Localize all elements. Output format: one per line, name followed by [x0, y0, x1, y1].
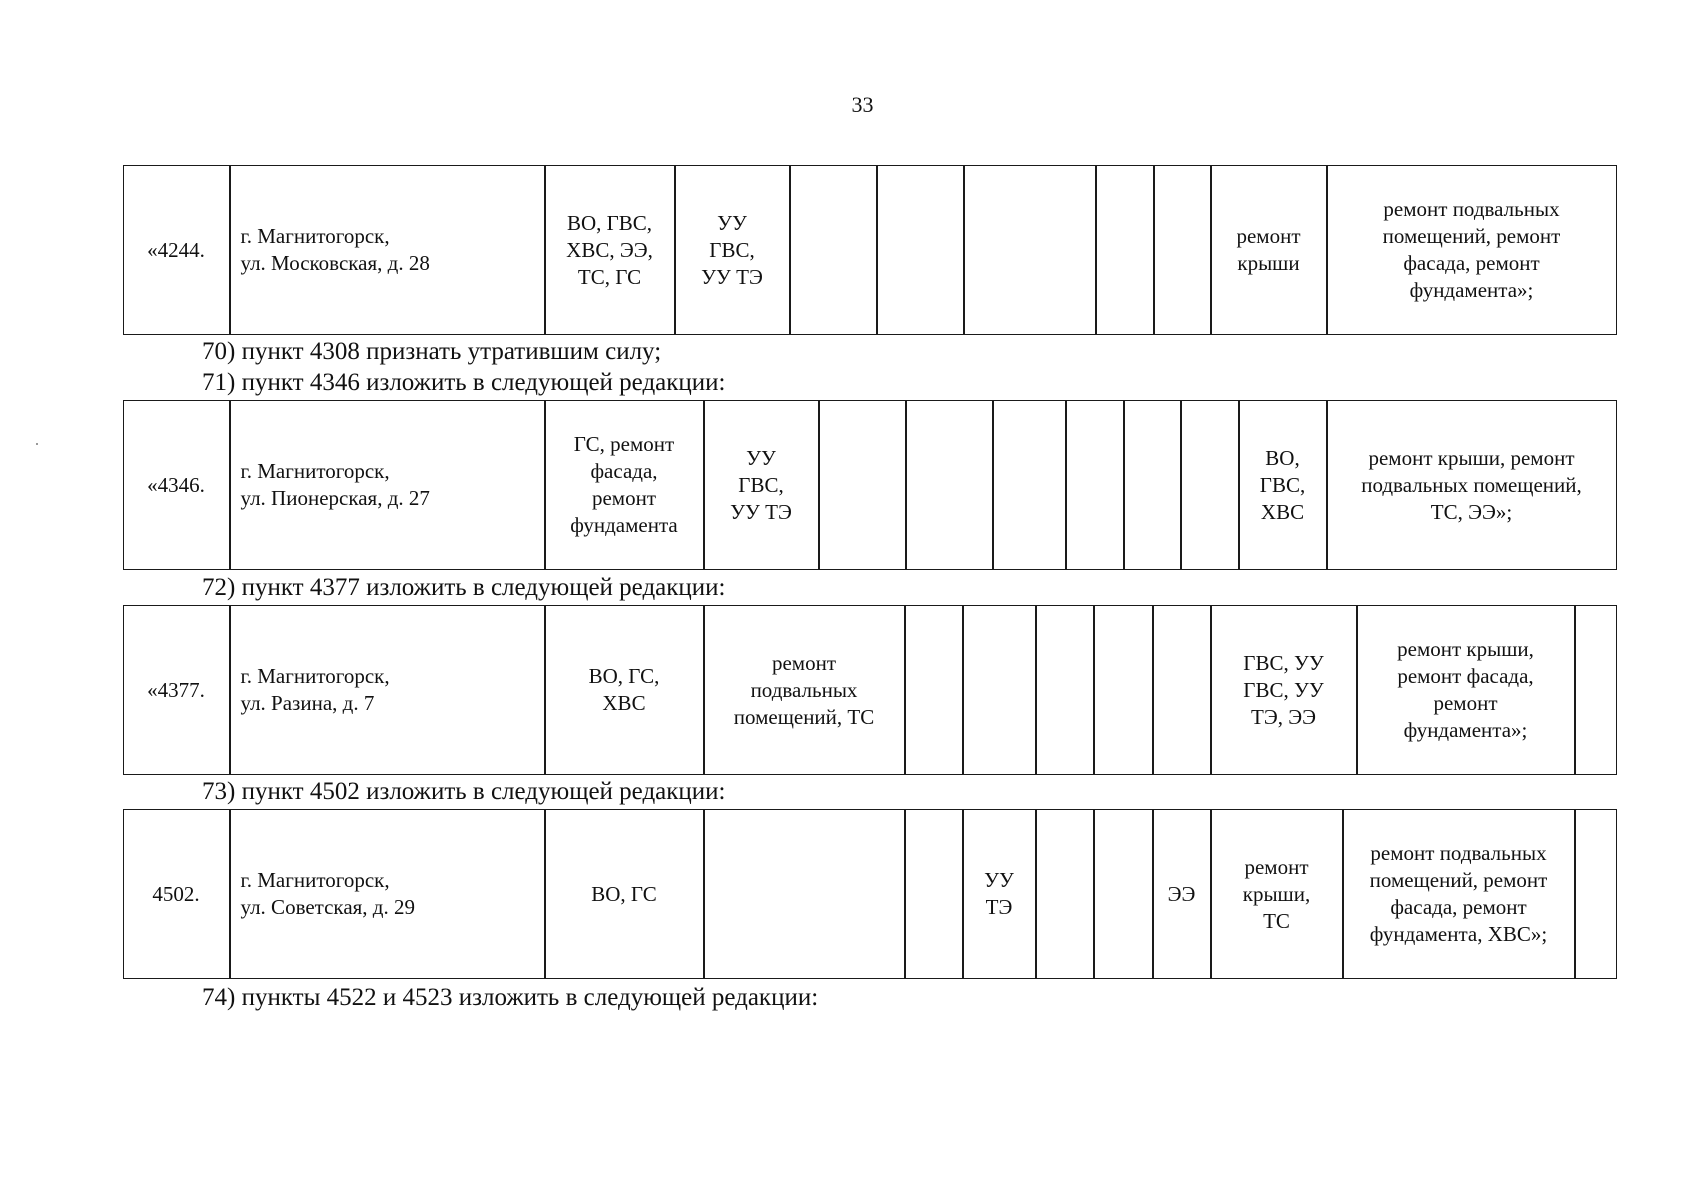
table-cell: «4244. [123, 165, 230, 335]
table-cell [905, 605, 963, 775]
instruction-70: 70) пункт 4308 признать утратившим силу; [202, 338, 662, 365]
table-cell: ремонт подвальных помещений, ремонт фасада, ремонт фундамента»; [1327, 165, 1617, 335]
table-cell: УУ ГВС, УУ ТЭ [704, 400, 819, 570]
table-cell: ремонт крыши, ТС [1211, 809, 1343, 979]
table-cell [1096, 165, 1154, 335]
table-cell: ГВС, УУ ГВС, УУ ТЭ, ЭЭ [1211, 605, 1357, 775]
table-cell [1094, 809, 1153, 979]
table-cell: ремонт крыши, ремонт подвальных помещений, ТС, ЭЭ»; [1327, 400, 1617, 570]
table-cell [704, 809, 905, 979]
table-cell [1036, 809, 1094, 979]
table-cell [964, 165, 1096, 335]
instruction-71: 71) пункт 4346 изложить в следующей редакции: [202, 369, 726, 396]
scan-speck [36, 443, 38, 445]
table-cell [877, 165, 964, 335]
table-cell [1066, 400, 1124, 570]
page-number: 33 [851, 92, 874, 117]
table-cell: ЭЭ [1153, 809, 1211, 979]
table-cell: ВО, ГВС, ХВС [1239, 400, 1327, 570]
table-cell: 4502. [123, 809, 230, 979]
table-cell: ремонт крыши, ремонт фасада, ремонт фундамента»; [1357, 605, 1575, 775]
table-cell [1575, 605, 1617, 775]
table-cell [906, 400, 993, 570]
table-cell [993, 400, 1066, 570]
table-cell [819, 400, 906, 570]
table-cell: ремонт крыши [1211, 165, 1327, 335]
table-cell: «4377. [123, 605, 230, 775]
table-cell: г. Магнитогорск, ул. Советская, д. 29 [230, 809, 545, 979]
table-cell [905, 809, 963, 979]
table-cell [1181, 400, 1239, 570]
table-cell: ремонт подвальных помещений, ТС [704, 605, 905, 775]
instruction-72: 72) пункт 4377 изложить в следующей редакции: [202, 574, 726, 601]
table-cell: УУ ГВС, УУ ТЭ [675, 165, 790, 335]
table-cell: «4346. [123, 400, 230, 570]
table-cell: ВО, ГС [545, 809, 704, 979]
table-cell: ГС, ремонт фасада, ремонт фундамента [545, 400, 704, 570]
table-cell [1036, 605, 1094, 775]
table-cell: г. Магнитогорск, ул. Разина, д. 7 [230, 605, 545, 775]
table-cell [1124, 400, 1181, 570]
instruction-73: 73) пункт 4502 изложить в следующей редакции: [202, 778, 726, 805]
table-cell: ВО, ГС, ХВС [545, 605, 704, 775]
table-cell [1154, 165, 1211, 335]
table-cell: ВО, ГВС, ХВС, ЭЭ, ТС, ГС [545, 165, 675, 335]
table-cell [1094, 605, 1153, 775]
table-cell [1575, 809, 1617, 979]
table-cell [963, 605, 1036, 775]
table-cell: г. Магнитогорск, ул. Московская, д. 28 [230, 165, 545, 335]
table-cell [790, 165, 877, 335]
instruction-74: 74) пункты 4522 и 4523 изложить в следующей редакции: [202, 984, 819, 1011]
table-cell [1153, 605, 1211, 775]
table-cell: УУ ТЭ [963, 809, 1036, 979]
table-cell: г. Магнитогорск, ул. Пионерская, д. 27 [230, 400, 545, 570]
table-cell: ремонт подвальных помещений, ремонт фасада, ремонт фундамента, ХВС»; [1343, 809, 1575, 979]
